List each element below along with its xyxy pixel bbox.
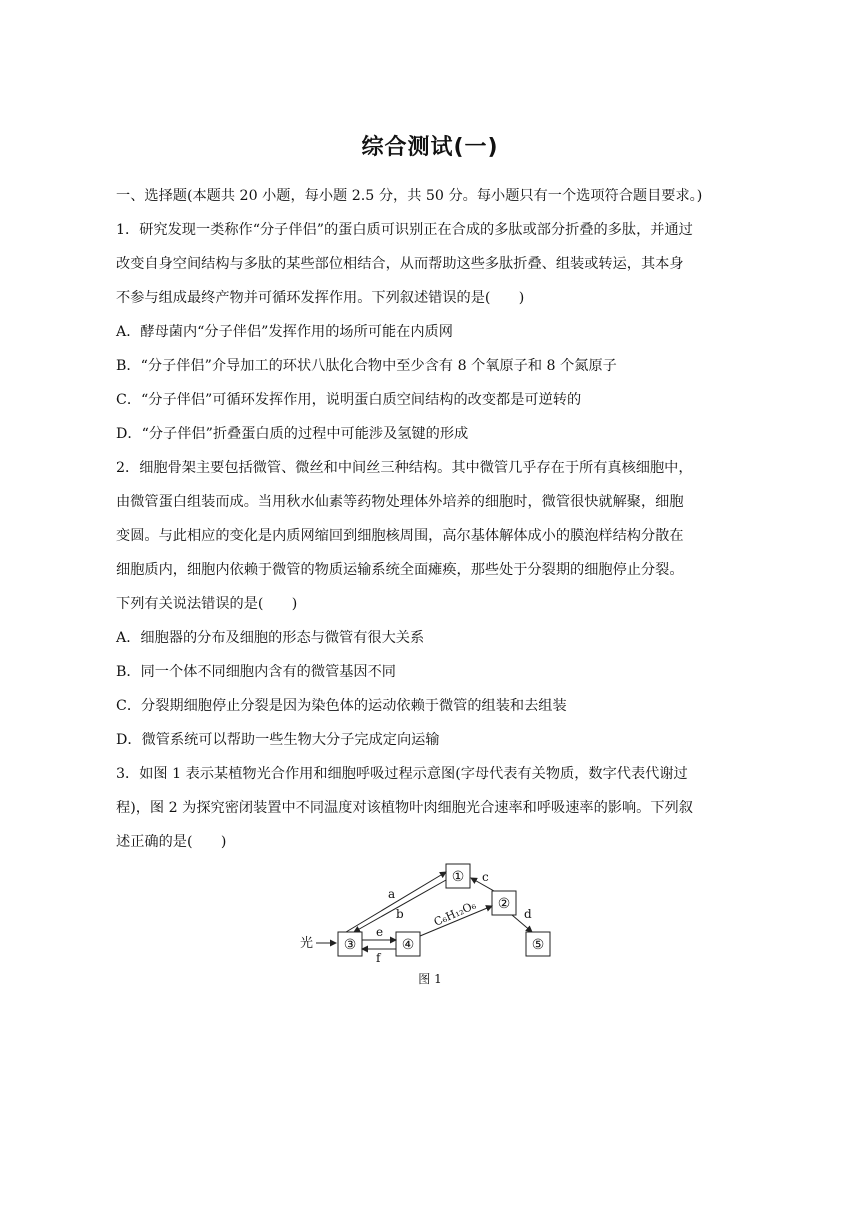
arrow-b-label: b xyxy=(396,907,404,921)
q2-line-1: 2．细胞骨架主要包括微管、微丝和中间丝三种结构。其中微管几乎存在于所有真核细胞中， xyxy=(116,460,693,476)
page-title: 综合测试(一) xyxy=(361,135,499,160)
q1-option-a: A．酵母菌内“分子伴侣”发挥作用的场所可能在内质网 xyxy=(116,324,453,340)
arrow-a xyxy=(346,872,446,932)
box-3-label: ③ xyxy=(343,937,357,953)
q2-option-a: A．细胞器的分布及细胞的形态与微管有很大关系 xyxy=(116,630,425,646)
q3-line-1: 3．如图 1 表示某植物光合作用和细胞呼吸过程示意图(字母代表有关物质，数字代表代谢过 xyxy=(116,766,688,782)
box-1-label: ① xyxy=(451,869,465,885)
arrow-c-label: c xyxy=(482,870,489,884)
q2-line-3: 变圆。与此相应的变化是内质网缩回到细胞核周围，高尔基体解体成小的膜泡样结构分散在 xyxy=(116,528,684,544)
q2-line-2: 由微管蛋白组装而成。当用秋水仙素等药物处理体外培养的细胞时，微管很快就解聚，细胞 xyxy=(116,494,684,510)
q3-line-3: 述正确的是( ) xyxy=(116,834,227,850)
arrow-a-label: a xyxy=(388,887,396,901)
arrow-f-label: f xyxy=(376,951,381,965)
q2-line-5: 下列有关说法错误的是( ) xyxy=(116,596,298,612)
q1-line-3: 不参与组成最终产物并可循环发挥作用。下列叙述错误的是( ) xyxy=(116,290,525,306)
q1-option-b: B．“分子伴侣”介导加工的环状八肽化合物中至少含有 8 个氧原子和 8 个氮原子 xyxy=(116,358,617,374)
light-label: 光 xyxy=(300,936,314,951)
q1-option-d: D．“分子伴侣”折叠蛋白质的过程中可能涉及氢键的形成 xyxy=(116,426,469,442)
arrow-b xyxy=(354,880,446,932)
q1-option-c: C．“分子伴侣”可循环发挥作用，说明蛋白质空间结构的改变都是可逆转的 xyxy=(116,392,582,408)
box-4-label: ④ xyxy=(401,937,415,953)
box-2-label: ② xyxy=(497,896,511,912)
q2-option-d: D．微管系统可以帮助一些生物大分子完成定向运输 xyxy=(116,732,440,748)
q2-line-4: 细胞质内，细胞内依赖于微管的物质运输系统全面瘫痪，那些处于分裂期的细胞停止分裂。 xyxy=(116,562,684,578)
arrow-d-label: d xyxy=(524,907,532,921)
figure-1-caption: 图 1 xyxy=(418,972,442,986)
q1-line-1: 1．研究发现一类称作“分子伴侣”的蛋白质可识别正在合成的多肽或部分折叠的多肽，并通过 xyxy=(116,222,693,238)
section-header: 一、选择题(本题共 20 小题，每小题 2.5 分，共 50 分。每小题只有一个选项符合题目要求。) xyxy=(116,188,703,204)
q2-option-b: B．同一个体不同细胞内含有的微管基因不同 xyxy=(116,664,396,680)
q1-line-2: 改变自身空间结构与多肽的某些部位相结合，从而帮助这些多肽折叠、组装或转运，其本身 xyxy=(116,256,684,272)
q3-line-2: 程)，图 2 为探究密闭装置中不同温度对该植物叶肉细胞光合速率和呼吸速率的影响。下列叙 xyxy=(116,800,693,816)
box-5-label: ⑤ xyxy=(531,937,545,953)
glucose-label: C₆H₁₂O₆ xyxy=(431,898,479,929)
arrow-e-label: e xyxy=(376,925,384,939)
q2-option-c: C．分裂期细胞停止分裂是因为染色体的运动依赖于微管的组装和去组装 xyxy=(116,698,567,714)
